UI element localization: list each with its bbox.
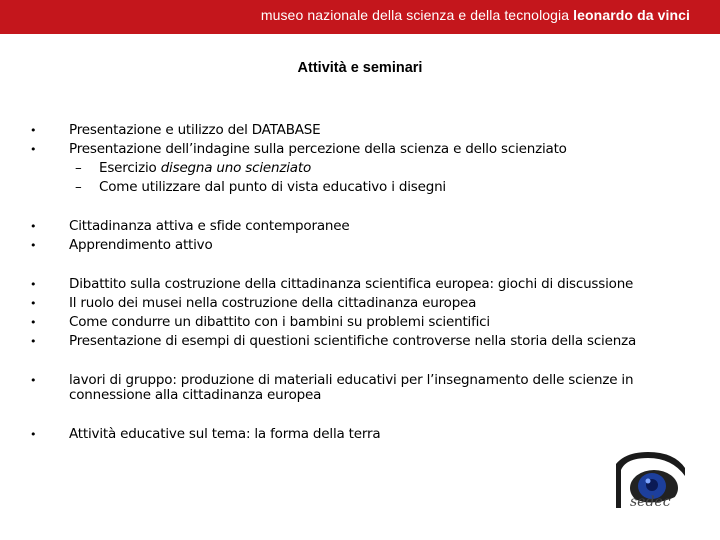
- eye-logo-icon: [612, 450, 687, 512]
- list-item-text: Dibattito sulla costruzione della cittadinanza scientifica europea: giochi di discussione: [69, 276, 634, 292]
- list-item-text: lavori di gruppo: produzione di materiali educativi per l’insegnamento delle scienze in: [69, 372, 634, 388]
- sub-list-item-text: Esercizio disegna uno scienziato: [99, 160, 312, 176]
- list-item-text: Il ruolo dei musei nella costruzione della cittadinanza europea: [69, 295, 477, 311]
- list-item-text: Presentazione di esempi di questioni scientifiche controverse nella storia della scienza: [69, 333, 637, 349]
- bullet-icon: •: [30, 278, 37, 291]
- dash-icon: –: [75, 160, 82, 176]
- list-item-text: Cittadinanza attiva e sfide contemporanee: [69, 218, 350, 234]
- page-title: Attività e seminari: [297, 60, 423, 76]
- bullet-icon: •: [30, 143, 37, 156]
- bullet-icon: •: [30, 316, 37, 329]
- list-item-text: Presentazione e utilizzo del DATABASE: [69, 122, 321, 138]
- list-item-text: Presentazione dell’indagine sulla percezione della scienza e dello scienziato: [69, 141, 567, 157]
- bullet-icon: •: [30, 124, 37, 137]
- bullet-icon: •: [30, 239, 37, 252]
- bullet-icon: •: [30, 220, 37, 233]
- header-title: [261, 7, 690, 23]
- sub-list-item-text: Come utilizzare dal punto di vista educativo i disegni: [99, 179, 446, 195]
- header-banner: [0, 0, 720, 34]
- list-item-text: connessione alla cittadinanza europea: [69, 387, 322, 403]
- list-item-text: Come condurre un dibattito con i bambini su problemi scientifici: [69, 314, 490, 330]
- dash-icon: –: [75, 179, 82, 195]
- bullet-icon: •: [30, 428, 37, 441]
- list-item-text: Apprendimento attivo: [69, 237, 213, 253]
- bullet-icon: •: [30, 297, 37, 310]
- bullet-icon: •: [30, 374, 37, 387]
- logo-text: sedec: [630, 494, 671, 510]
- museum-name: museo nazionale della scienza e della tecnologia: [260, 7, 570, 23]
- bullet-icon: •: [30, 335, 37, 348]
- museum-brand: leonardo da vinci: [573, 7, 690, 23]
- list-item-text: Attività educative sul tema: la forma della terra: [69, 426, 381, 442]
